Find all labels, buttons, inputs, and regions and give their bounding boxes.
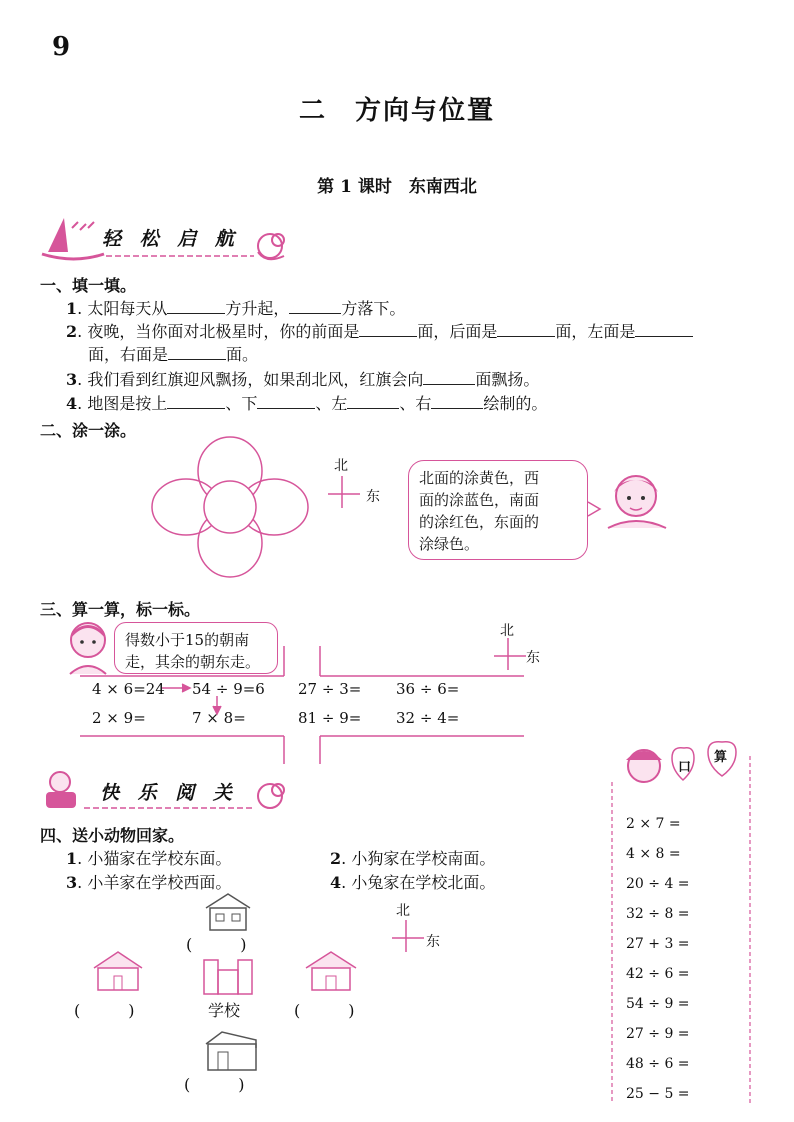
answer-blank[interactable] [347, 394, 399, 409]
flower-drawing[interactable] [148, 436, 313, 578]
calc-r1c2: 54 ÷ 9=6 [192, 680, 265, 698]
oral-item: 27 + 3 = [626, 936, 690, 952]
calc-r2c4: 32 ÷ 4= [396, 709, 460, 727]
unit-title: 二 方向与位置 [298, 96, 495, 126]
school-label: 学校 [208, 1001, 241, 1020]
oral-item: 25 − 5 = [626, 1086, 690, 1102]
school-icon [202, 956, 254, 996]
oral-item: 54 ÷ 9 = [626, 996, 690, 1012]
section4-heading: 四、送小动物回家。 [40, 826, 185, 845]
oral-item: 48 ÷ 6 = [626, 1056, 690, 1072]
page-number: 9 [52, 32, 71, 62]
answer-blank[interactable] [359, 322, 417, 337]
compass2-north-label: 北 [500, 623, 514, 639]
question-3: 3. 我们看到红旗迎风飘扬，如果刮北风，红旗会向 面飘扬。 [66, 370, 540, 389]
sailboat-icon [48, 218, 68, 252]
animal-item-2: 2. 小狗家在学校南面。 [330, 849, 496, 868]
oral-title-2: 算 [714, 750, 728, 765]
animal-item-1: 1. 小猫家在学校东面。 [66, 849, 232, 868]
answer-blank[interactable] [423, 370, 475, 385]
banner1-text: 轻 松 启 航 [102, 228, 240, 250]
answer-blank[interactable] [167, 394, 225, 409]
question-4: 4. 地图是按上 、下 、左 、右 绘制的。 [66, 394, 548, 413]
answer-blank[interactable] [431, 394, 483, 409]
answer-blank[interactable] [168, 345, 226, 360]
flower-center [204, 481, 256, 533]
question-2-cont: 面，右面是 面。 [88, 345, 259, 364]
compass3-icon [388, 918, 428, 954]
calc-r1c3: 27 ÷ 3= [298, 680, 362, 698]
lesson-title: 第 1 课时 东南西北 [317, 177, 477, 197]
oral-item: 2 × 7 = [626, 816, 681, 832]
compass-east-label: 东 [366, 489, 380, 505]
answer-paren-east[interactable]: ( ) [294, 1001, 355, 1020]
answer-paren-west[interactable]: ( ) [74, 1001, 135, 1020]
answer-blank[interactable] [167, 299, 225, 314]
answer-blank[interactable] [289, 299, 341, 314]
compass-icon [324, 474, 364, 510]
rule-bubble: 得数小于15的朝南 走，其余的朝东走。 [114, 622, 278, 674]
section3-heading: 三、算一算，标一标。 [40, 600, 201, 619]
oral-item: 4 × 8 = [626, 846, 681, 862]
oral-item: 42 ÷ 6 = [626, 966, 690, 982]
oral-item: 27 ÷ 9 = [626, 1026, 690, 1042]
question-1: 1. 太阳每天从 方升起， 方落下。 [66, 299, 406, 318]
oral-title-1: 口 [678, 760, 692, 775]
answer-blank[interactable] [497, 322, 555, 337]
route-grid [80, 646, 530, 766]
question-2: 2. 夜晚，当你面对北极星时，你的前面是 面，后面是 面，左面是 [66, 319, 693, 342]
compass2-icon [490, 636, 530, 672]
calc-r1c4: 36 ÷ 6= [396, 680, 460, 698]
section1-heading: 一、填一填。 [40, 276, 137, 295]
oral-item: 32 ÷ 8 = [626, 906, 690, 922]
calc-r2c3: 81 ÷ 9= [298, 709, 362, 727]
animal-item-3: 3. 小羊家在学校西面。 [66, 873, 232, 892]
house-south-icon [202, 1030, 260, 1074]
answer-paren-north[interactable]: ( ) [186, 935, 247, 954]
oral-item: 20 ÷ 4 = [626, 876, 690, 892]
answer-blank[interactable] [257, 394, 315, 409]
house-east-icon [304, 950, 358, 994]
compass2-east-label: 东 [526, 650, 540, 666]
answer-paren-south[interactable]: ( ) [184, 1075, 245, 1094]
compass3-east-label: 东 [426, 934, 440, 950]
calc-r2c2: 7 × 8= [192, 709, 246, 727]
animal-item-4: 4. 小兔家在学校北面。 [330, 873, 496, 892]
compass-north-label: 北 [334, 458, 348, 474]
calc-r2c1: 2 × 9= [92, 709, 146, 727]
section2-heading: 二、涂一涂。 [40, 421, 137, 440]
compass3-north-label: 北 [396, 903, 410, 919]
calc-r1c1: 4 × 6=24 [92, 680, 165, 698]
instruction-bubble: 北面的涂黄色，西 面的涂蓝色，南面 的涂红色，东面的 涂绿色。 [408, 460, 588, 560]
answer-blank[interactable] [635, 322, 693, 337]
kid-reading-icon [50, 772, 70, 792]
house-west-icon [90, 950, 148, 994]
girl-cartoon-icon [600, 468, 676, 534]
banner2-text: 快 乐 阅 关 [100, 782, 238, 804]
house-north-icon [202, 892, 254, 932]
